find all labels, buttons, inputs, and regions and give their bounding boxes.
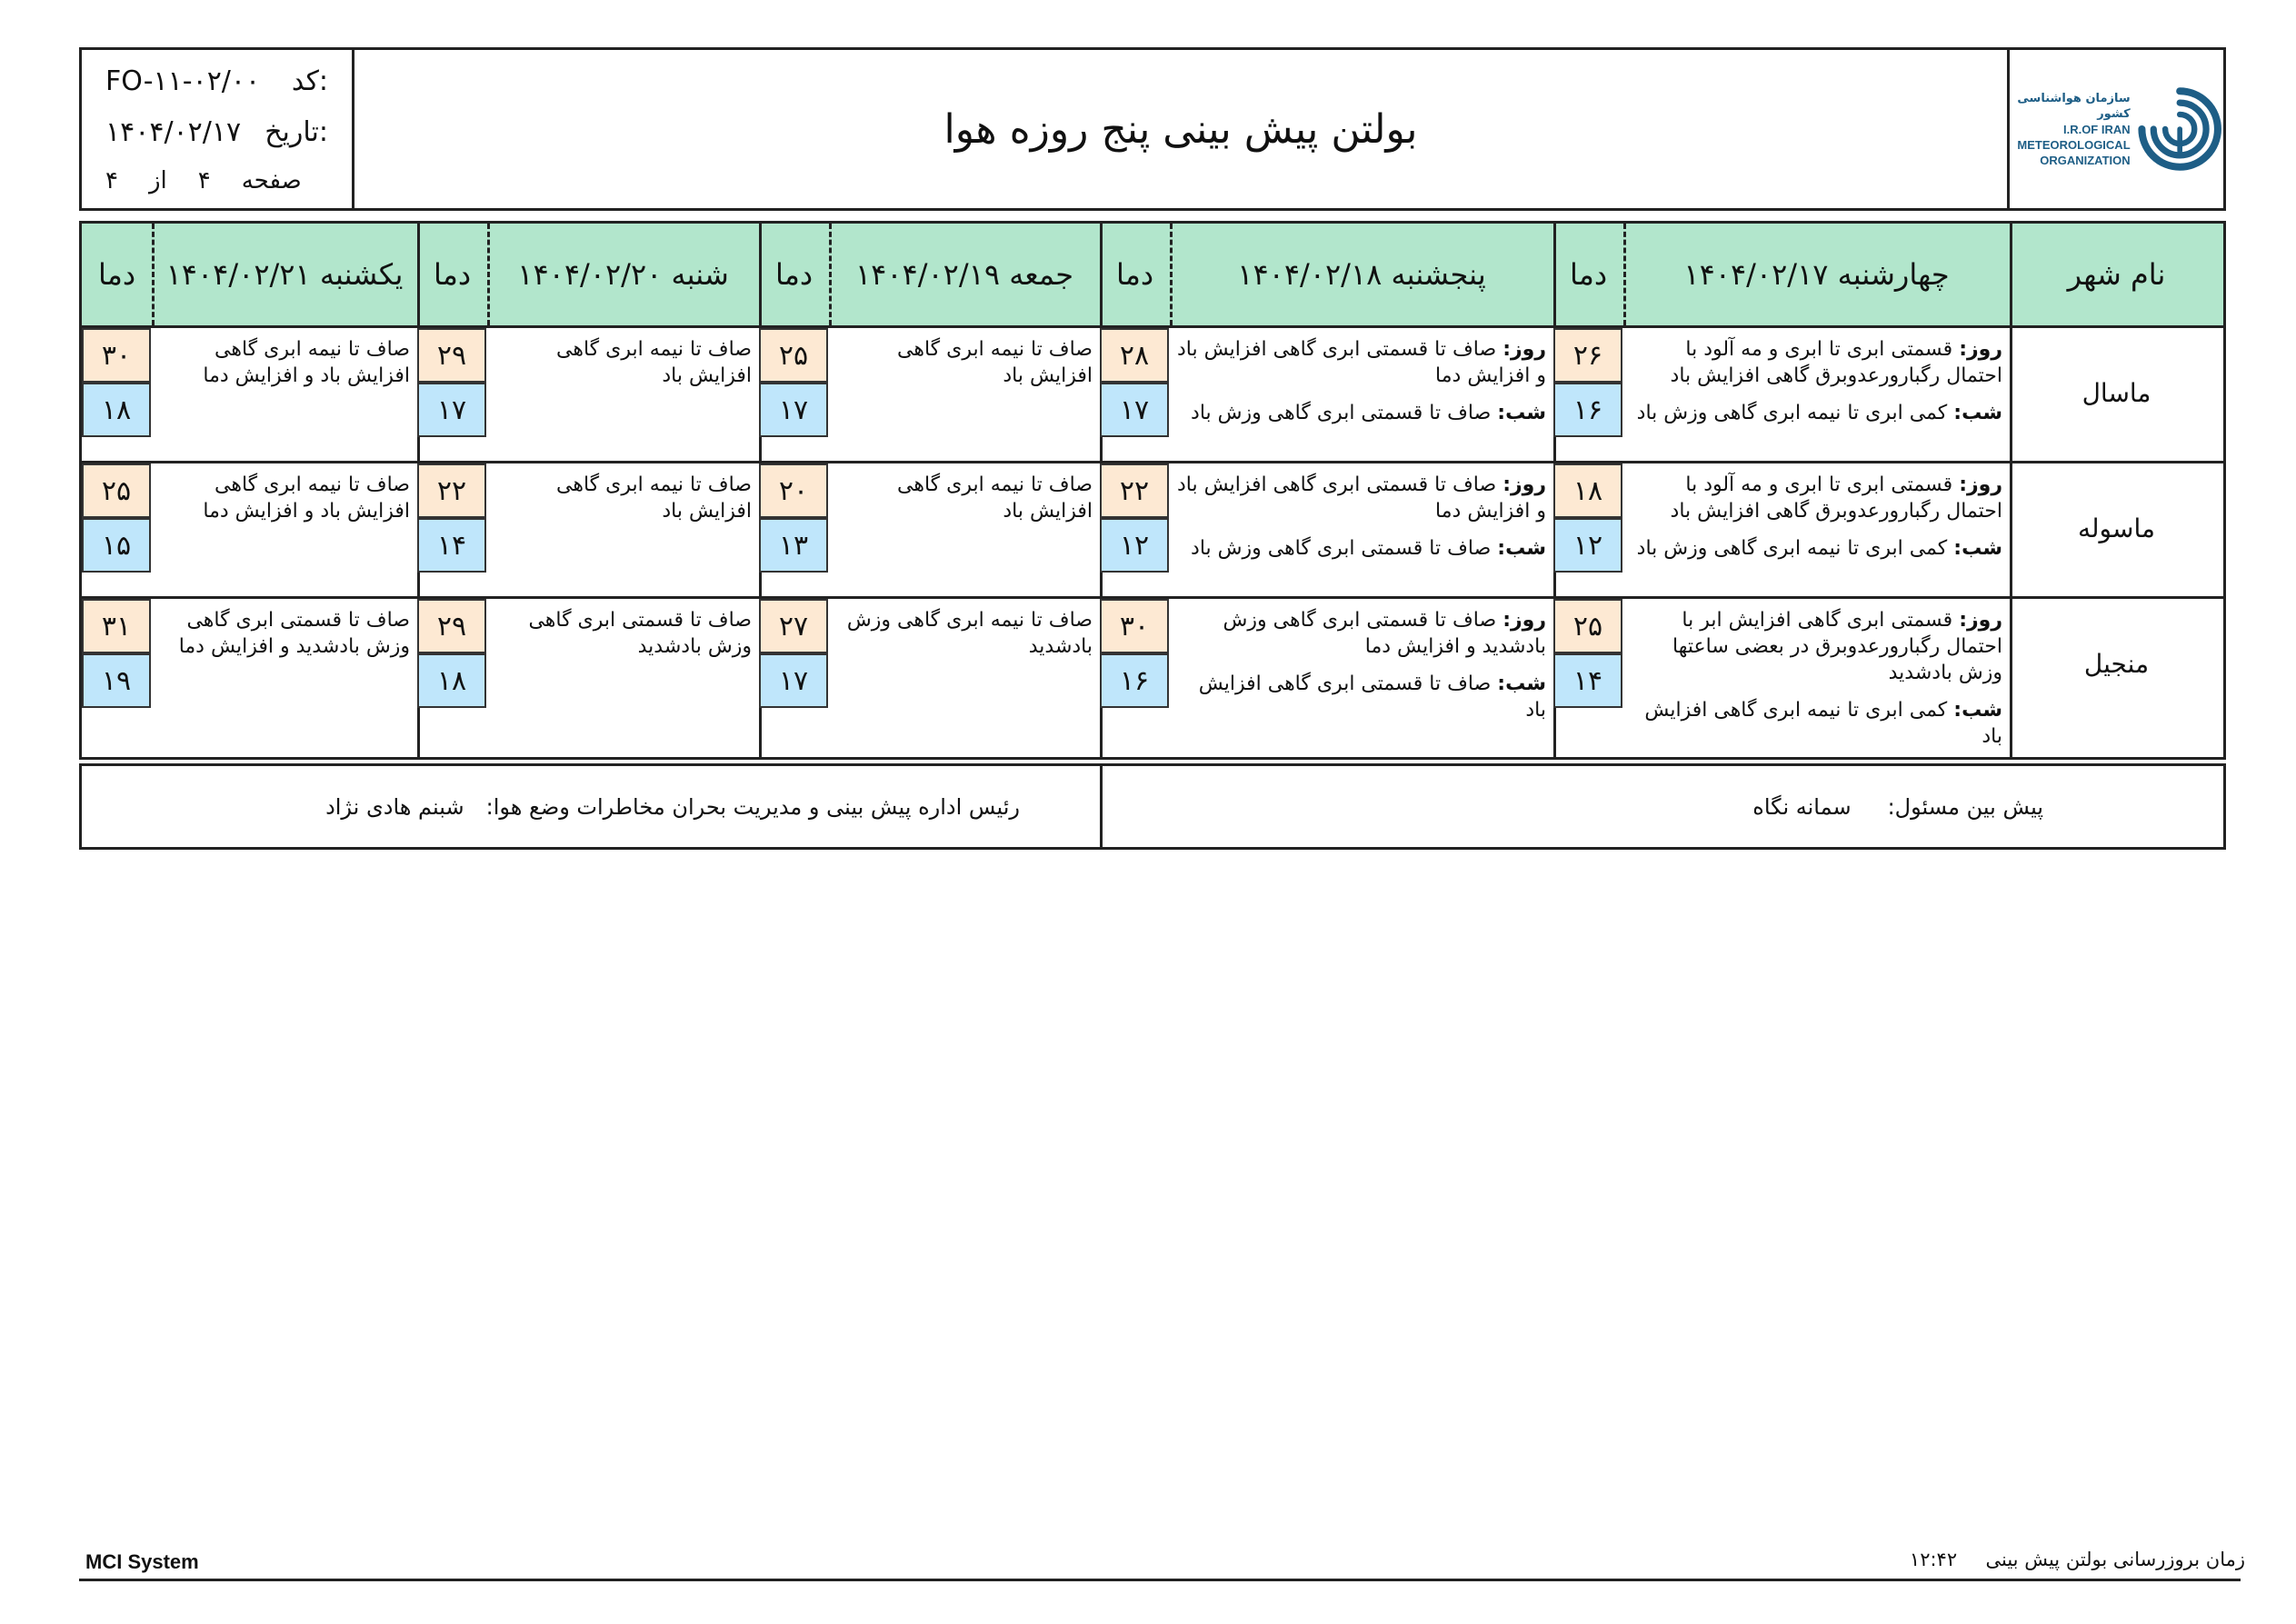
day-label: روز: [1502,338,1546,361]
night-label: شب: [1497,402,1546,424]
min-temp: ۱۲ [1100,518,1169,573]
document-meta [82,50,354,208]
night-text: صاف تا قسمتی ابری گاهی افزایش باد [1198,673,1546,722]
temp-column-header: دما [1100,224,1170,325]
night-text: صاف تا قسمتی ابری گاهی وزش باد [1191,402,1492,424]
night-label: شب: [1953,537,2002,560]
night-forecast [1175,400,1546,426]
day-column-header: یکشنبه ۱۴۰۴/۰۲/۲۱ [152,224,417,325]
day-label: روز: [1502,609,1546,632]
footer-system: MCI System [85,1550,199,1573]
signature-box [79,763,2226,850]
min-temp: ۱۶ [1553,383,1622,437]
day-column-header: پنجشنبه ۱۴۰۴/۰۲/۱۸ [1170,224,1553,325]
forecast-description [1175,336,1546,437]
head-name: شبنم هادی نژاد [325,793,464,820]
day-text: صاف تا قسمتی ابری گاهی وزش بادشدید و افزایش دما [1223,609,1546,658]
forecaster-name: سمانه نگاه [1752,793,1852,820]
forecast-description [1175,607,1546,734]
temp-column-header: دما [417,224,487,325]
min-temp: ۱۷ [417,383,486,437]
temp-column-header: دما [759,224,829,325]
forecast-description: صاف تا نیمه ابری گاهی افزایش باد [897,338,1093,387]
night-forecast [1629,400,2002,426]
min-temp: ۱۹ [82,653,151,708]
day-forecast [1175,607,1546,660]
header-dashed-divider [829,224,832,325]
page-indicator [105,167,302,194]
page-label: صفحه [241,167,302,194]
forecaster-cell [1103,766,2223,847]
max-temp: ۲۶ [1553,328,1622,383]
min-temp: ۱۸ [82,383,151,437]
max-temp: ۲۸ [1100,328,1169,383]
city-name: ماسال [2081,378,2151,408]
date-value: ۱۴۰۴/۰۲/۱۷ [105,115,242,148]
max-temp: ۲۷ [759,599,828,653]
max-temp: ۲۵ [82,463,151,518]
day-label: روز: [1959,338,2002,361]
day-column-header: جمعه ۱۴۰۴/۰۲/۱۹ [829,224,1100,325]
day-label: روز: [1959,609,2002,632]
forecast-description: صاف تا قسمتی ابری گاهی وزش بادشدید [528,609,752,658]
date-label: تاریخ: [265,115,328,148]
day-label: روز: [1502,473,1546,496]
max-temp: ۲۲ [1100,463,1169,518]
night-forecast [1629,535,2002,562]
max-temp: ۱۸ [1553,463,1622,518]
code-value: FO-۱۱-۰۲/۰۰ [105,65,261,97]
temp-column-header: دما [1553,224,1623,325]
forecast-table [79,221,2226,760]
forecast-description: صاف تا نیمه ابری گاهی افزایش باد و افزایش دما [203,338,410,387]
forecast-description: صاف تا نیمه ابری گاهی افزایش باد [556,473,752,523]
day-column-header: شنبه ۱۴۰۴/۰۲/۲۰ [487,224,759,325]
header-dashed-divider [1623,224,1626,325]
min-temp: ۱۲ [1553,518,1622,573]
day-forecast [1629,607,2002,686]
page-total: ۴ [105,167,118,194]
max-temp: ۲۹ [417,328,486,383]
header-dashed-divider [1170,224,1173,325]
meteorological-organization-icon [2136,75,2223,184]
forecast-description [1629,607,2002,761]
min-temp: ۱۸ [417,653,486,708]
city-name: ماسوله [2078,513,2155,543]
footer-update-time: ۱۲:۴۲ [1909,1549,1958,1570]
night-forecast [1175,671,1546,723]
day-text: صاف تا قسمتی ابری گاهی افزایش باد و افزایش دما [1176,473,1546,523]
min-temp: ۱۴ [417,518,486,573]
logo-text: سازمان هواشناسی کشور I.R.OF IRAN METEOROLOGICAL ORGANIZATION [2017,91,2131,167]
header-dashed-divider [487,224,490,325]
day-forecast [1629,472,2002,524]
day-forecast [1629,336,2002,389]
min-temp: ۱۷ [759,383,828,437]
night-forecast [1175,535,1546,562]
night-text: کمی ابری تا نیمه ابری گاهی وزش باد [1636,402,1948,424]
forecast-description: صاف تا قسمتی ابری گاهی وزش بادشدید و افزایش دما [178,609,410,658]
max-temp: ۳۰ [1100,599,1169,653]
forecast-description [1629,472,2002,573]
forecast-description [1175,472,1546,573]
head-of-forecast-cell [82,766,1103,847]
night-label: شب: [1953,402,2002,424]
footer-update [1910,1549,2245,1570]
bulletin-header [79,47,2226,211]
min-temp: ۱۷ [759,653,828,708]
min-temp: ۱۷ [1100,383,1169,437]
max-temp: ۲۹ [417,599,486,653]
city-name: منجیل [2083,649,2150,679]
page-current: ۴ [197,167,211,194]
day-column-header: چهارشنبه ۱۴۰۴/۰۲/۱۷ [1623,224,2010,325]
max-temp: ۲۵ [759,328,828,383]
page-of: از [148,167,167,194]
night-label: شب: [1497,537,1546,560]
min-temp: ۱۴ [1553,653,1622,708]
min-temp: ۱۵ [82,518,151,573]
city-column-header: نام شهر [2010,224,2223,325]
max-temp: ۲۲ [417,463,486,518]
min-temp: ۱۶ [1100,653,1169,708]
max-temp: ۳۰ [82,328,151,383]
forecast-description: صاف تا نیمه ابری گاهی افزایش باد [556,338,752,387]
night-label: شب: [1497,673,1546,695]
day-text: صاف تا قسمتی ابری گاهی افزایش باد و افزایش دما [1176,338,1546,387]
max-temp: ۲۵ [1553,599,1622,653]
day-text: قسمتی ابری تا ابری و مه آلود با احتمال رگبارورعدوبرق گاهی افزایش باد [1670,473,2002,523]
night-text: کمی ابری تا نیمه ابری گاهی وزش باد [1636,537,1948,560]
forecast-description: صاف تا نیمه ابری گاهی افزایش باد و افزایش دما [203,473,410,523]
night-text: کمی ابری تا نیمه ابری گاهی افزایش باد [1644,699,2002,748]
max-temp: ۲۰ [759,463,828,518]
footer-divider [79,1579,2241,1581]
day-forecast [1175,472,1546,524]
temp-column-header: دما [82,224,152,325]
day-text: قسمتی ابری تا ابری و مه آلود با احتمال رگبارورعدوبرق گاهی افزایش باد [1670,338,2002,387]
max-temp: ۳۱ [82,599,151,653]
forecast-description: صاف تا نیمه ابری گاهی افزایش باد [897,473,1093,523]
day-text: قسمتی ابری گاهی افزایش ابر با احتمال رگبارورعدوبرق در بعضی ساعتها وزش بادشدید [1672,609,2002,684]
day-label: روز: [1959,473,2002,496]
min-temp: ۱۳ [759,518,828,573]
page-title: بولتن پیش بینی پنج روزه هوا [943,105,1418,153]
night-label: شب: [1953,699,2002,722]
code-label: کد: [291,65,328,97]
forecast-description [1629,336,2002,437]
night-forecast [1629,697,2002,750]
logo [2007,50,2223,208]
header-dashed-divider [152,224,155,325]
footer-update-label: زمان بروزرسانی بولتن پیش بینی [1985,1549,2245,1570]
day-forecast [1175,336,1546,389]
night-text: صاف تا قسمتی ابری گاهی وزش باد [1191,537,1492,560]
head-label: رئیس اداره پیش بینی و مدیریت بحران مخاطرات وضع هوا: [485,793,1020,820]
forecaster-label: پیش بین مسئول: [1887,793,2043,820]
forecast-description: صاف تا نیمه ابری گاهی وزش بادشدید [846,609,1093,658]
